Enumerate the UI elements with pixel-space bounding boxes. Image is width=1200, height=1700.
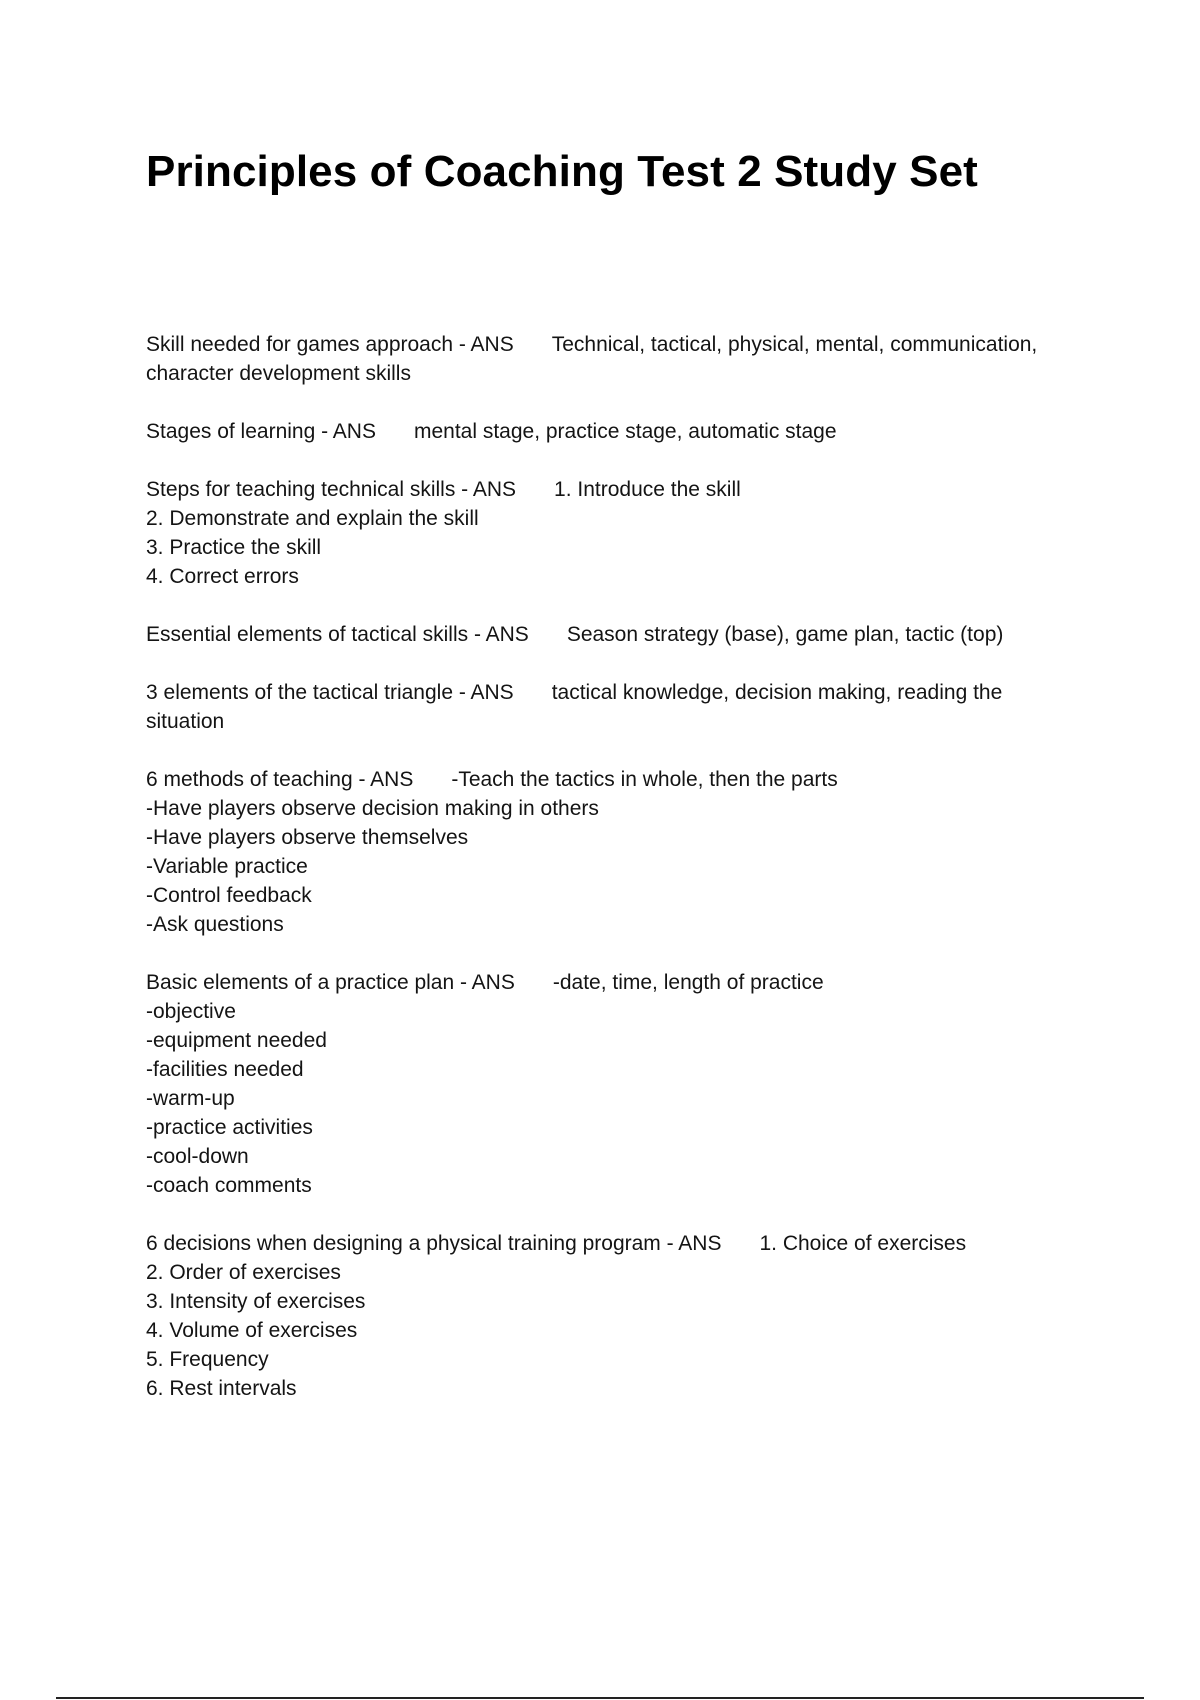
answer-line: -objective — [146, 1000, 236, 1023]
answer-line: -Have players observe decision making in others — [146, 797, 599, 820]
answer-line: -facilities needed — [146, 1058, 304, 1081]
qa-list — [146, 330, 1086, 1432]
answer-line: -Control feedback — [146, 884, 312, 907]
answer-line: 3. Practice the skill — [146, 536, 322, 559]
answer-text: 1. Choice of exercises — [759, 1232, 967, 1255]
qa-entry-games-approach — [146, 330, 1086, 388]
qa-first-line — [146, 968, 1086, 997]
answer-line: 4. Correct errors — [146, 565, 299, 588]
qa-entry-tactical-skills — [146, 620, 1086, 649]
qa-entry-tactical-triangle — [146, 678, 1086, 736]
qa-first-line — [146, 330, 1086, 359]
answer-line: 2. Order of exercises — [146, 1261, 341, 1284]
answer-line: -Ask questions — [146, 913, 284, 936]
footer-divider — [56, 1697, 1144, 1699]
qa-entry-methods-of-teaching — [146, 765, 1086, 939]
qa-first-line — [146, 1229, 1086, 1258]
question-text: 3 elements of the tactical triangle - ANS — [146, 681, 514, 704]
answer-line: -coach comments — [146, 1174, 312, 1197]
question-text: Skill needed for games approach - ANS — [146, 333, 514, 356]
answer-line: -practice activities — [146, 1116, 313, 1139]
answer-line: -Variable practice — [146, 855, 308, 878]
question-text: Essential elements of tactical skills - ANS — [146, 623, 529, 646]
qa-entry-physical-training-program — [146, 1229, 1086, 1403]
answer-text: Technical, tactical, physical, mental, communication, — [551, 333, 1038, 356]
answer-line: situation — [146, 710, 225, 733]
qa-first-line — [146, 475, 1086, 504]
answer-text: -Teach the tactics in whole, then the parts — [451, 768, 838, 791]
qa-first-line — [146, 765, 1086, 794]
answer-line: -Have players observe themselves — [146, 826, 469, 849]
qa-first-line — [146, 678, 1086, 707]
answer-text: Season strategy (base), game plan, tactic (top) — [566, 623, 1004, 646]
answer-line: 5. Frequency — [146, 1348, 269, 1371]
answer-text: 1. Introduce the skill — [554, 478, 741, 501]
question-text: 6 decisions when designing a physical training program - ANS — [146, 1232, 722, 1255]
answer-line: character development skills — [146, 362, 411, 385]
qa-first-line — [146, 620, 1086, 649]
qa-entry-stages-of-learning — [146, 417, 1086, 446]
answer-text: -date, time, length of practice — [552, 971, 824, 994]
answer-line: -warm-up — [146, 1087, 235, 1110]
question-text: Basic elements of a practice plan - ANS — [146, 971, 515, 994]
answer-line: -cool-down — [146, 1145, 249, 1168]
page-title: Principles of Coaching Test 2 Study Set — [146, 147, 978, 196]
qa-entry-teaching-technical-skills — [146, 475, 1086, 591]
qa-entry-practice-plan — [146, 968, 1086, 1200]
answer-text: tactical knowledge, decision making, reading the — [551, 681, 1003, 704]
answer-line: 3. Intensity of exercises — [146, 1290, 366, 1313]
answer-line: 6. Rest intervals — [146, 1377, 297, 1400]
question-text: 6 methods of teaching - ANS — [146, 768, 414, 791]
question-text: Stages of learning - ANS — [146, 420, 376, 443]
answer-text: mental stage, practice stage, automatic stage — [413, 420, 837, 443]
answer-line: -equipment needed — [146, 1029, 327, 1052]
question-text: Steps for teaching technical skills - ANS — [146, 478, 517, 501]
qa-first-line — [146, 417, 1086, 446]
answer-line: 4. Volume of exercises — [146, 1319, 358, 1342]
answer-line: 2. Demonstrate and explain the skill — [146, 507, 479, 530]
